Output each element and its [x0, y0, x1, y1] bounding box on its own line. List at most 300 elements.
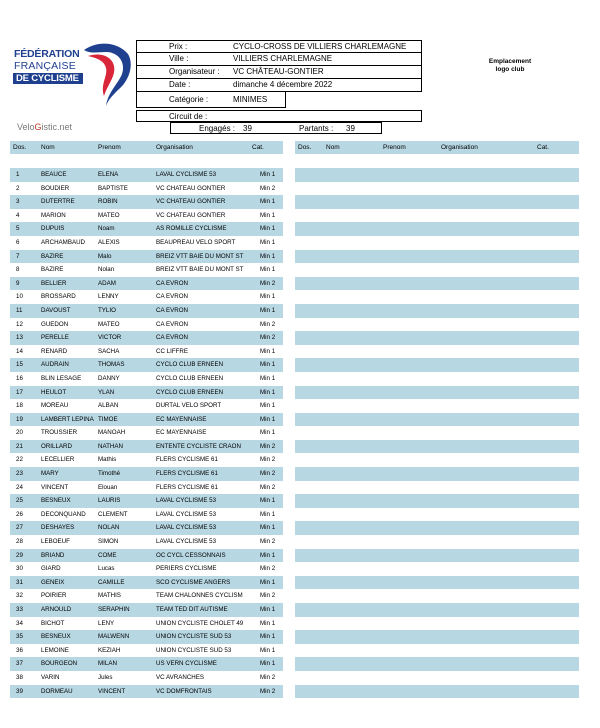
organisateur-row	[136, 66, 422, 79]
table-row	[10, 331, 283, 345]
col-prenom: Prenom	[98, 144, 121, 151]
dos-cell: 25	[16, 497, 23, 505]
table-row	[10, 386, 283, 400]
prenom-cell: SACHA	[98, 347, 120, 355]
organisation-cell: TEAM TED DIT AUTISME	[156, 606, 228, 613]
prenom-cell: Malo	[98, 252, 112, 260]
prenom-cell: Jules	[98, 673, 113, 681]
cat-cell: Min 1	[260, 171, 276, 178]
logo-line-1: FÉDÉRATION	[14, 48, 80, 60]
table-row	[10, 440, 283, 454]
prix-row	[136, 40, 422, 53]
empty-table-row	[295, 657, 579, 671]
cat-cell: Min 1	[260, 429, 276, 437]
nom-cell: MOREAU	[41, 402, 69, 410]
cat-cell: Min 1	[260, 660, 276, 668]
prenom-cell: Elouan	[98, 483, 118, 491]
cat-cell: Min 1	[260, 415, 276, 423]
cat-cell: Min 2	[260, 592, 276, 600]
empty-table-row	[295, 209, 579, 223]
nom-cell: ARCHAMBAUD	[41, 238, 86, 246]
prenom-cell: THOMAS	[98, 361, 125, 369]
dos-cell: 17	[16, 388, 23, 396]
nom-cell: BICHOT	[41, 619, 65, 627]
table-row	[10, 603, 283, 617]
cat-cell: Min 2	[260, 456, 276, 464]
col-cat: Cat.	[252, 144, 264, 151]
table-row	[10, 277, 283, 291]
table-row	[10, 182, 283, 196]
circuit-label: Circuit de :	[169, 112, 208, 121]
dos-cell: 23	[16, 470, 23, 478]
organisation-cell: CYCLO CLUB ERNEEN	[156, 388, 224, 396]
table-row	[10, 644, 283, 658]
nom-cell: RENARD	[41, 347, 68, 355]
cat-cell: Min 1	[260, 510, 276, 518]
categorie-label: Catégorie :	[169, 95, 209, 104]
empty-table-row	[295, 222, 579, 236]
right-table-body	[295, 168, 579, 698]
organisation-cell: VC AVRANCHES	[156, 673, 205, 681]
empty-table-row	[295, 236, 579, 250]
date-row	[136, 79, 422, 92]
empty-table-row	[295, 589, 579, 603]
dos-cell: 6	[16, 238, 20, 246]
empty-table-row	[295, 290, 579, 304]
engages-value: 39	[243, 124, 252, 133]
date-label: Date :	[169, 80, 191, 89]
nom-cell: DECONQUAND	[41, 510, 86, 518]
cat-cell: Min 1	[260, 388, 276, 396]
empty-table-row	[295, 331, 579, 345]
velogistic-link[interactable]	[17, 122, 72, 132]
dos-cell: 35	[16, 633, 23, 641]
cat-cell: Min 1	[260, 646, 276, 654]
dos-cell: 37	[16, 660, 23, 668]
empty-table-row	[295, 386, 579, 400]
nom-cell: ARNOULD	[41, 606, 72, 613]
organisation-cell: VC CHATEAU GONTIER	[156, 184, 226, 192]
organisation-cell: OC CYCL CESSONNAIS	[156, 551, 226, 559]
table-row	[10, 453, 283, 467]
organisation-cell: PERIERS CYCLISME	[156, 565, 217, 573]
nom-cell: BLIN LESAGE	[41, 374, 82, 382]
cat-cell: Min 2	[260, 184, 276, 192]
cat-cell: Min 2	[260, 442, 276, 450]
col-organisation: Organisation	[156, 144, 193, 151]
empty-table-row	[295, 549, 579, 563]
nom-cell: MARION	[41, 211, 66, 219]
organisateur-value: VC CHÂTEAU-GONTIER	[233, 67, 324, 76]
nom-cell: DUTERTRE	[41, 198, 75, 206]
nom-cell: BEAUCE	[41, 171, 67, 178]
dos-cell: 2	[16, 184, 20, 192]
table-row	[10, 263, 283, 277]
empty-table-row	[295, 182, 579, 196]
empty-table-row	[295, 467, 579, 481]
table-row	[10, 250, 283, 264]
empty-table-row	[295, 358, 579, 372]
prenom-cell: ALBAN	[98, 402, 119, 410]
nom-cell: LECELLIER	[41, 456, 75, 464]
table-row	[10, 222, 283, 236]
dos-cell: 10	[16, 293, 23, 301]
prenom-cell: LAURIS	[98, 497, 121, 505]
logo-line-2: FRANÇAISE	[14, 60, 76, 72]
prenom-cell: COME	[98, 551, 117, 559]
prenom-cell: NATHAN	[98, 442, 123, 450]
nom-cell: GENEIX	[41, 578, 65, 586]
dos-cell: 39	[16, 687, 23, 695]
nom-cell: BELLIER	[41, 279, 67, 287]
organisation-cell: LAVAL CYCLISME 53	[156, 538, 217, 546]
nom-cell: GUEDON	[41, 320, 69, 328]
club-logo-line-2: logo club	[495, 66, 525, 73]
empty-table-row	[295, 426, 579, 440]
prenom-cell: TYLIO	[98, 306, 116, 314]
nom-cell: ORILLARD	[41, 442, 72, 450]
dos-cell: 36	[16, 646, 23, 654]
prenom-cell: KEZIAH	[98, 646, 121, 654]
empty-table-row	[295, 508, 579, 522]
empty-table-row	[295, 263, 579, 277]
col-organisation-right: Organisation	[441, 144, 478, 151]
table-row	[10, 426, 283, 440]
organisation-cell: VC CHATEAU GONTIER	[156, 211, 226, 219]
cat-cell: Min 1	[260, 238, 276, 246]
cat-cell: Min 2	[260, 279, 276, 287]
dos-cell: 22	[16, 456, 23, 464]
organisation-cell: EC MAYENNAISE	[156, 429, 207, 437]
nom-cell: BOUDIER	[41, 184, 70, 192]
prenom-cell: MILAN	[98, 660, 117, 668]
cat-cell: Min 1	[260, 211, 276, 219]
table-row	[10, 209, 283, 223]
cat-cell: Min 1	[260, 347, 276, 355]
table-row	[10, 195, 283, 209]
prenom-cell: BAPTISTE	[98, 184, 128, 192]
dos-cell: 7	[16, 252, 20, 260]
empty-table-row	[295, 345, 579, 359]
categorie-value: MINIMES	[233, 95, 268, 104]
cat-cell: Min 1	[260, 578, 276, 586]
cat-cell: Min 1	[260, 524, 276, 532]
dos-cell: 20	[16, 429, 23, 437]
table-row	[10, 657, 283, 671]
col-prenom-right: Prenom	[383, 144, 406, 151]
dos-cell: 31	[16, 578, 23, 586]
cat-cell: Min 1	[260, 551, 276, 559]
table-row	[10, 318, 283, 332]
empty-table-row	[295, 494, 579, 508]
dos-cell: 9	[16, 279, 20, 287]
prenom-cell: SERAPHIN	[98, 606, 130, 613]
empty-table-row	[295, 671, 579, 685]
empty-table-row	[295, 413, 579, 427]
empty-table-row	[295, 603, 579, 617]
organisation-cell: TEAM CHALONNES CYCLISM	[156, 592, 243, 600]
organisation-cell: BEAUPREAU VELO SPORT	[156, 238, 236, 246]
dos-cell: 4	[16, 211, 20, 219]
empty-table-row	[295, 372, 579, 386]
prenom-cell: Noam	[98, 225, 115, 233]
prenom-cell: CLEMENT	[98, 510, 128, 518]
date-value: dimanche 4 décembre 2022	[233, 80, 333, 89]
race-info-box	[136, 40, 422, 108]
empty-table-row	[295, 304, 579, 318]
nom-cell: VINCENT	[41, 483, 69, 491]
empty-table-row	[295, 399, 579, 413]
nom-cell: HEULOT	[41, 388, 67, 396]
cat-cell: Min 1	[260, 225, 276, 233]
prix-value: CYCLO-CROSS DE VILLIERS CHARLEMAGNE	[233, 42, 407, 51]
empty-table-row	[295, 617, 579, 631]
cat-cell: Min 2	[260, 687, 276, 695]
organisation-cell: CA EVRON	[156, 320, 188, 328]
organisation-cell: CA EVRON	[156, 306, 188, 314]
dos-cell: 14	[16, 347, 23, 355]
table-row	[10, 685, 283, 699]
table-row	[10, 671, 283, 685]
organisation-cell: US VERN CYCLISME	[156, 660, 217, 668]
dos-cell: 27	[16, 524, 23, 532]
cat-cell: Min 1	[260, 619, 276, 627]
cat-cell: Min 2	[260, 470, 276, 478]
table-row	[10, 467, 283, 481]
nom-cell: DESHAYES	[41, 524, 75, 532]
cat-cell: Min 1	[260, 497, 276, 505]
table-row	[10, 481, 283, 495]
table-row	[10, 576, 283, 590]
organisation-cell: UNION CYCLISTE SUD 53	[156, 633, 232, 641]
dos-cell: 30	[16, 565, 23, 573]
empty-table-row	[295, 535, 579, 549]
cat-cell: Min 1	[260, 198, 276, 206]
organisation-cell: CA EVRON	[156, 293, 188, 301]
organisation-cell: LAVAL CYCLISME 53	[156, 171, 217, 178]
cat-cell: Min 1	[260, 361, 276, 369]
table-row	[10, 535, 283, 549]
circuit-row	[136, 110, 422, 122]
organisation-cell: EC MAYENNAISE	[156, 415, 207, 423]
prenom-cell: Timothé	[98, 470, 121, 478]
cat-cell: Min 1	[260, 402, 276, 410]
col-dos-right: Dos.	[298, 144, 312, 151]
cat-cell: Min 1	[260, 606, 276, 613]
cat-cell: Min 2	[260, 538, 276, 546]
prenom-cell: VICTOR	[98, 334, 122, 342]
organisation-cell: DURTAL VELO SPORT	[156, 402, 222, 410]
table-row	[10, 304, 283, 318]
prix-label: Prix :	[169, 42, 188, 51]
organisation-cell: UNION CYCLISTE CHOLET 49	[156, 619, 244, 627]
col-dos: Dos.	[13, 144, 27, 151]
organisation-cell: BREIZ VTT BAIE DU MONT ST	[156, 252, 244, 260]
nom-cell: MARY	[41, 470, 59, 478]
prenom-cell: ELENA	[98, 171, 119, 178]
organisation-cell: SCO CYCLISME ANGERS	[156, 578, 231, 586]
prenom-cell: LENNY	[98, 293, 119, 301]
prenom-cell: ALEXIS	[98, 238, 120, 246]
organisation-cell: BREIZ VTT BAIE DU MONT ST	[156, 266, 244, 274]
prenom-cell: ADAM	[98, 279, 116, 287]
table-row	[10, 413, 283, 427]
empty-table-row	[295, 440, 579, 454]
club-logo-placeholder	[470, 58, 550, 74]
table-row	[10, 345, 283, 359]
prenom-cell: CAMILLE	[98, 578, 125, 586]
dos-cell: 28	[16, 538, 23, 546]
ffc-logo	[10, 40, 135, 108]
prenom-cell: MATEO	[98, 211, 120, 219]
table-row	[10, 521, 283, 535]
prenom-cell: MATHIS	[98, 592, 121, 600]
table-row	[10, 290, 283, 304]
nom-cell: PERELLE	[41, 334, 69, 342]
velogistic-mid: G	[34, 122, 42, 132]
ville-row	[136, 53, 422, 66]
organisation-cell: FLERS CYCLISME 61	[156, 483, 218, 491]
partants-label: Partants :	[299, 124, 334, 133]
dos-cell: 18	[16, 402, 23, 410]
empty-table-row	[295, 576, 579, 590]
prenom-cell: MATEO	[98, 320, 120, 328]
cat-cell: Min 2	[260, 334, 276, 342]
dos-cell: 33	[16, 606, 23, 613]
categorie-row	[136, 92, 286, 108]
cat-cell: Min 2	[260, 483, 276, 491]
nom-cell: POIRIER	[41, 592, 67, 600]
ville-label: Ville :	[169, 54, 189, 63]
cat-cell: Min 2	[260, 673, 276, 681]
prenom-cell: NOLAN	[98, 524, 120, 532]
dos-cell: 3	[16, 198, 20, 206]
empty-table-row	[295, 644, 579, 658]
nom-cell: LEBOEUF	[41, 538, 70, 546]
nom-cell: TROUSSIER	[41, 429, 78, 437]
nom-cell: BROSSARD	[41, 293, 76, 301]
organisation-cell: VC DOMFRONTAIS	[156, 687, 212, 695]
cat-cell: Min 2	[260, 320, 276, 328]
dos-cell: 32	[16, 592, 23, 600]
velogistic-prefix: Velo	[17, 122, 35, 132]
table-row	[10, 399, 283, 413]
nom-cell: DORMEAU	[41, 687, 73, 695]
dos-cell: 38	[16, 673, 23, 681]
nom-cell: BESNEUX	[41, 497, 71, 505]
left-table-body	[10, 168, 283, 698]
nom-cell: BOURGEON	[41, 660, 78, 668]
empty-table-row	[295, 453, 579, 467]
prenom-cell: MANOAH	[98, 429, 126, 437]
empty-table-row	[295, 562, 579, 576]
cat-cell: Min 1	[260, 252, 276, 260]
logo-swoosh-icon	[78, 40, 136, 106]
empty-table-row	[295, 318, 579, 332]
prenom-cell: DANNY	[98, 374, 120, 382]
table-row	[10, 372, 283, 386]
dos-cell: 5	[16, 225, 20, 233]
prenom-cell: TIMOE	[98, 415, 118, 423]
table-row	[10, 617, 283, 631]
right-table-header	[295, 141, 579, 154]
nom-cell: DAVOUST	[41, 306, 71, 314]
col-nom-right: Nom	[326, 144, 340, 151]
prenom-cell: VINCENT	[98, 687, 126, 695]
table-row	[10, 508, 283, 522]
organisation-cell: LAVAL CYCLISME 53	[156, 524, 217, 532]
nom-cell: BRIAND	[41, 551, 65, 559]
dos-cell: 8	[16, 266, 20, 274]
cat-cell: Min 1	[260, 633, 276, 641]
ville-value: VILLIERS CHARLEMAGNE	[233, 54, 333, 63]
cat-cell: Min 1	[260, 374, 276, 382]
logo-line-3: DE CYCLISME	[16, 73, 79, 84]
cat-cell: Min 2	[260, 565, 276, 573]
empty-table-row	[295, 630, 579, 644]
organisation-cell: CA EVRON	[156, 279, 188, 287]
nom-cell: BAZIRE	[41, 252, 64, 260]
club-logo-line-1: Emplacement	[488, 58, 532, 65]
organisation-cell: VC CHATEAU GONTIER	[156, 198, 226, 206]
prenom-cell: SIMON	[98, 538, 119, 546]
engages-label: Engagés :	[199, 124, 236, 133]
organisation-cell: CYCLO CLUB ERNEEN	[156, 374, 224, 382]
organisateur-label: Organisateur :	[169, 67, 220, 76]
dos-cell: 24	[16, 483, 23, 491]
left-table-header	[10, 141, 283, 154]
empty-table-row	[295, 168, 579, 182]
nom-cell: BAZIRE	[41, 266, 64, 274]
dos-cell: 15	[16, 361, 23, 369]
table-row	[10, 549, 283, 563]
prenom-cell: Mathis	[98, 456, 117, 464]
nom-cell: DUPUIS	[41, 225, 65, 233]
dos-cell: 12	[16, 320, 23, 328]
organisation-cell: FLERS CYCLISME 61	[156, 456, 218, 464]
cat-cell: Min 1	[260, 306, 276, 314]
organisation-cell: LAVAL CYCLISME 53	[156, 510, 217, 518]
cat-cell: Min 1	[260, 293, 276, 301]
partants-value: 39	[346, 124, 355, 133]
table-row	[10, 630, 283, 644]
nom-cell: AUDRAIN	[41, 361, 69, 369]
organisation-cell: AS ROMILLE CYCLISME	[156, 225, 227, 233]
prenom-cell: Lucas	[98, 565, 115, 573]
dos-cell: 21	[16, 442, 23, 450]
dos-cell: 11	[16, 306, 23, 314]
empty-table-row	[295, 481, 579, 495]
table-row	[10, 358, 283, 372]
organisation-cell: ENTENTE CYCLISTE CRAON	[156, 442, 241, 450]
prenom-cell: ROBIN	[98, 198, 118, 206]
counts-row	[170, 122, 382, 134]
nom-cell: BESNEUX	[41, 633, 71, 641]
empty-table-row	[295, 521, 579, 535]
prenom-cell: MALWENN	[98, 633, 130, 641]
dos-cell: 19	[16, 415, 23, 423]
organisation-cell: CA EVRON	[156, 334, 188, 342]
table-row	[10, 589, 283, 603]
organisation-cell: CYCLO CLUB ERNEEN	[156, 361, 224, 369]
empty-table-row	[295, 195, 579, 209]
organisation-cell: LAVAL CYCLISME 53	[156, 497, 217, 505]
organisation-cell: FLERS CYCLISME 61	[156, 470, 218, 478]
col-cat-right: Cat.	[537, 144, 549, 151]
table-row	[10, 236, 283, 250]
dos-cell: 16	[16, 374, 23, 382]
velogistic-suffix: istic.net	[41, 122, 73, 132]
